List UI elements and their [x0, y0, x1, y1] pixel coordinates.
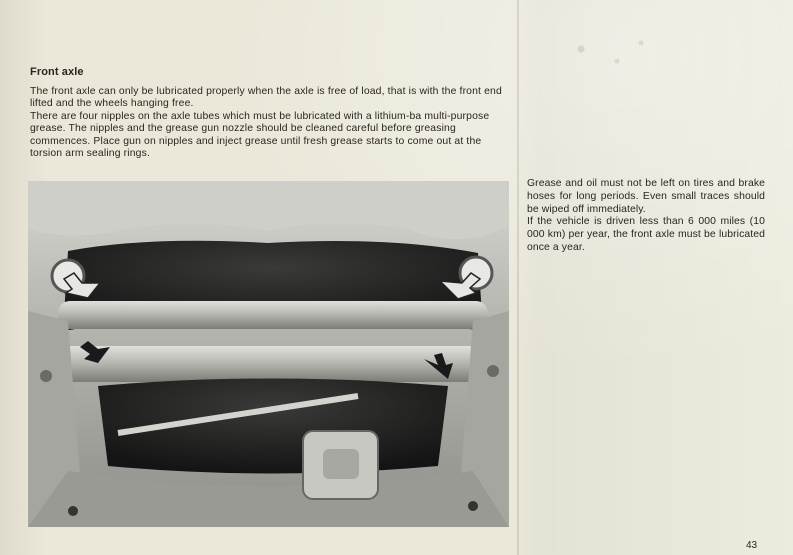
body-paragraph-1: The front axle can only be lubricated properly when the axle is free of load, that is with the front end lifted and the wheels hanging free. [30, 86, 502, 110]
side-note-paragraph-2: If the vehicle is driven less than 6 000 miles (10 000 km) per year, the front axle must be lubricated once a year. [527, 216, 765, 253]
side-note-paragraph-1: Grease and oil must not be left on tires and brake hoses for long periods. Even small traces should be wiped off immediately. [527, 178, 765, 215]
front-axle-photo [28, 181, 509, 527]
front-axle-illustration [28, 181, 509, 527]
page-fold [517, 0, 519, 555]
body-paragraph-2: There are four nipples on the axle tubes which must be lubricated with a lithium-ba multi-purpose grease. The nipples and the grease gun nozzle should be cleaned careful before greasing commences. Place gun on nipples and inject grease until fresh grease starts to come out at the torsion arm sealing rings. [30, 110, 490, 160]
page-number: 43 [746, 540, 758, 551]
side-note [527, 178, 765, 255]
paper-stain [545, 25, 665, 85]
section-heading: Front axle [30, 66, 84, 78]
section-body [30, 86, 515, 160]
